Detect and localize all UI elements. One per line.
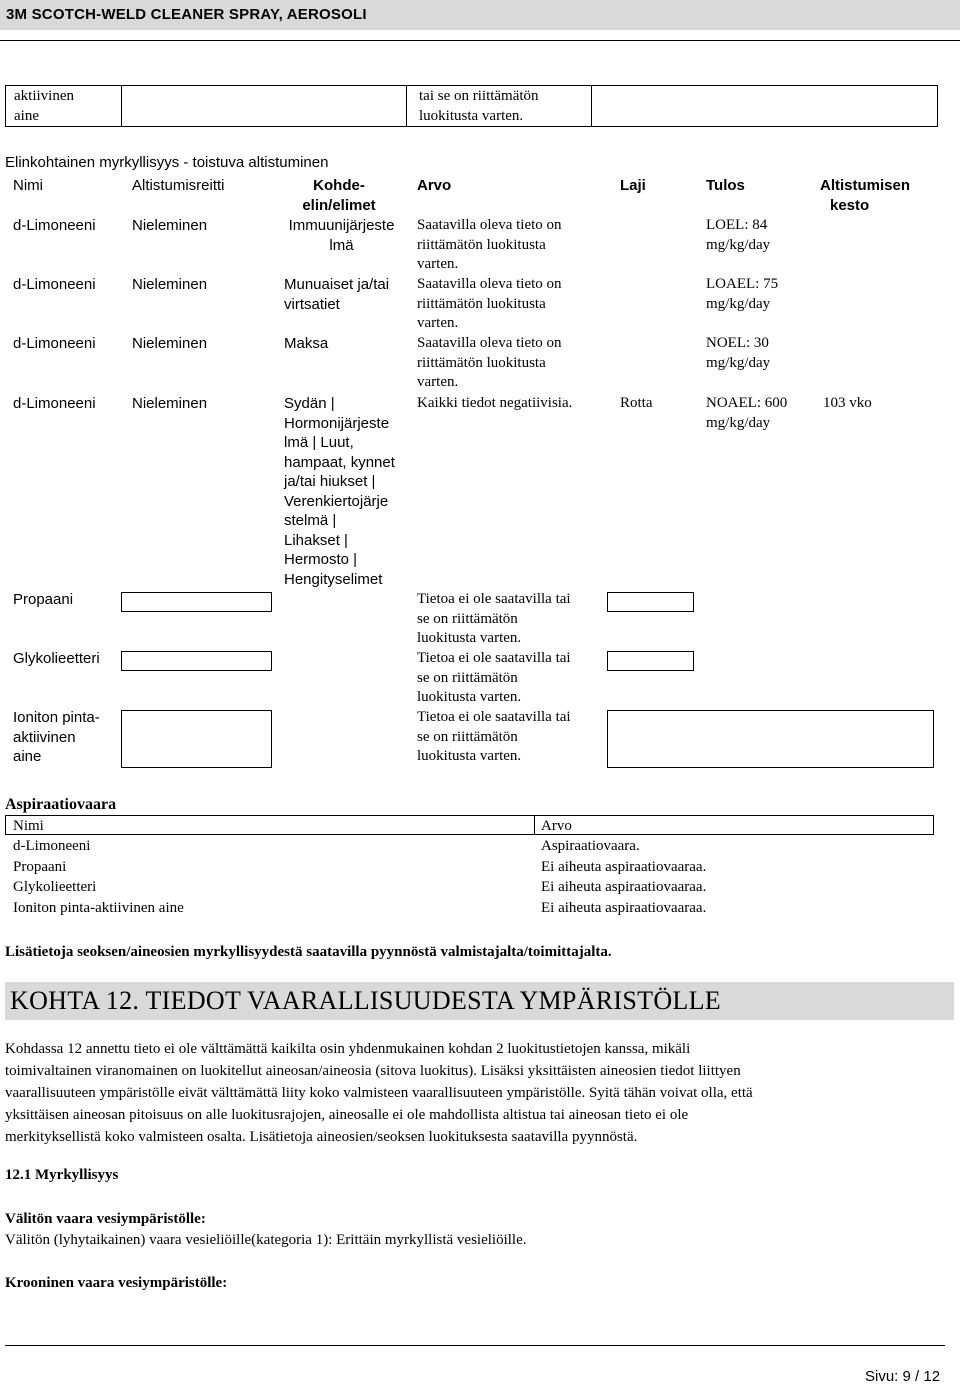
row1-value — [417, 216, 562, 275]
cell-line: virtsatiet — [284, 295, 340, 313]
empty-cell-box — [607, 651, 694, 671]
column-divider — [534, 816, 535, 834]
cell-line: Immuunijärjeste — [288, 217, 395, 234]
column-header-route: Altistumisreitti — [132, 177, 225, 194]
row5-value — [417, 590, 571, 649]
column-header-result: Tulos — [706, 177, 745, 194]
row3-value — [417, 334, 562, 393]
cell-line: varten. — [417, 256, 459, 272]
cell-line: Saatavilla oleva tieto on — [417, 276, 562, 292]
aspiration-row-name: d-Limoneeni — [13, 838, 91, 854]
row4-organ — [284, 394, 395, 589]
row3-organ: Maksa — [284, 335, 329, 352]
aspiration-row-name: Ioniton pinta-aktiivinen aine — [13, 900, 184, 916]
cell-line: mg/kg/day — [706, 414, 771, 431]
header-line: elin/elimet — [302, 196, 376, 214]
cell-line: aine — [13, 748, 42, 765]
row2-name: d-Limoneeni — [13, 276, 96, 293]
empty-cell-box — [121, 592, 272, 612]
cell-line: se on riittämätön — [417, 610, 518, 627]
footer-divider — [5, 1345, 945, 1346]
row4-route: Nieleminen — [132, 395, 208, 412]
row1-route: Nieleminen — [132, 217, 208, 234]
acute-hazard-title: Välitön vaara vesiympäristölle: — [5, 1211, 206, 1227]
cell-line: Hormonijärjeste — [284, 414, 390, 432]
row2-value — [417, 275, 562, 334]
row4-duration: 103 vko — [823, 395, 872, 411]
toxicity-note: Lisätietoja seoksen/aineosien myrkyllisyydestä saatavilla pyynnöstä valmistajalta/toimittajalta. — [5, 944, 612, 960]
continued-value-cell — [407, 86, 592, 126]
cell-line: aktiivinen — [14, 88, 74, 104]
row6-name: Glykolieetteri — [13, 650, 100, 667]
cell-line: Hengityselimet — [284, 570, 383, 588]
aspiration-header-value: Arvo — [541, 818, 572, 834]
acute-hazard-text: Välitön (lyhytaikainen) vaara vesieliöille(kategoria 1): Erittäin myrkyllistä vesieliöille. — [5, 1232, 527, 1248]
cell-line: lmä | Luut, — [284, 434, 354, 451]
cell-line: LOEL: 84 — [706, 217, 768, 233]
cell-line: varten. — [417, 315, 459, 331]
cell-line: Lihakset | — [284, 531, 348, 549]
header-line: Altistumisen — [820, 177, 911, 194]
cell-line: luokitusta varten. — [417, 689, 522, 705]
aspiration-row-value: Ei aiheuta aspiraatiovaaraa. — [541, 900, 707, 916]
cell-line: Tietoa ei ole saatavilla tai — [417, 591, 571, 607]
row1-organ — [284, 216, 399, 255]
continued-name-cell — [6, 86, 122, 126]
cell-line: NOEL: 30 — [706, 335, 769, 351]
row5-name: Propaani — [13, 591, 74, 608]
cell-line: lmä — [329, 236, 354, 254]
paragraph-line: toimivaltainen viranomainen on luokitellut aineosan/aineosia (sitova luokitus). Lisäksi yksittäisten aineosien tiedot liittyen — [5, 1063, 741, 1079]
cell-line: se on riittämätön — [417, 669, 518, 686]
row1-result — [706, 216, 770, 255]
aspiration-row-value: Ei aiheuta aspiraatiovaaraa. — [541, 879, 707, 895]
cell-line: Hermosto | — [284, 551, 358, 568]
cell-line: riittämätön luokitusta — [417, 354, 546, 371]
page-number: Sivu: 9 / 12 — [865, 1368, 941, 1385]
row4-result — [706, 394, 787, 433]
continued-table-row — [5, 85, 938, 127]
paragraph-line: Kohdassa 12 annettu tieto ei ole välttämättä kaikilta osin yhdenmukainen kohdan 2 luokitustietojen kanssa, mikäli — [5, 1041, 691, 1057]
aspiration-row-value: Ei aiheuta aspiraatiovaaraa. — [541, 859, 707, 875]
header-line: Kohde- — [313, 177, 365, 194]
paragraph-line: yksittäisen aineosan pitoisuus on alle luokitusrajojen, aineosalle ei ole mahdollista altistua tai aineosan tieto ei ole — [5, 1107, 689, 1123]
cell-line: Munuaiset ja/tai — [284, 276, 390, 293]
section-paragraph — [5, 1038, 950, 1148]
cell-line: luokitusta varten. — [417, 748, 522, 764]
row4-species: Rotta — [620, 395, 653, 411]
column-header-species: Laji — [620, 177, 646, 194]
aspiration-row-name: Propaani — [13, 859, 67, 875]
column-header-duration — [820, 176, 910, 215]
row3-name: d-Limoneeni — [13, 335, 96, 352]
aspiration-row-name: Glykolieetteri — [13, 879, 97, 895]
empty-cell-box — [121, 710, 272, 768]
row3-result — [706, 334, 770, 373]
empty-cell-box — [607, 592, 694, 612]
row2-route: Nieleminen — [132, 276, 208, 293]
row3-route: Nieleminen — [132, 335, 208, 352]
cell-line: riittämätön luokitusta — [417, 236, 546, 253]
cell-line: aine — [14, 107, 39, 124]
cell-line: riittämätön luokitusta — [417, 295, 546, 312]
empty-cell-box — [121, 651, 272, 671]
header-divider — [0, 40, 960, 41]
cell-line: luokitusta varten. — [417, 630, 522, 646]
cell-line: Tietoa ei ole saatavilla tai — [417, 650, 571, 666]
row1-name: d-Limoneeni — [13, 217, 96, 234]
chronic-hazard-title: Krooninen vaara vesiympäristölle: — [5, 1275, 228, 1291]
cell-line: mg/kg/day — [706, 354, 771, 371]
column-header-organ — [284, 176, 394, 215]
cell-line: Saatavilla oleva tieto on — [417, 217, 562, 233]
cell-line: mg/kg/day — [706, 295, 771, 312]
aspiration-title: Aspiraatiovaara — [5, 796, 117, 813]
row6-value — [417, 649, 571, 708]
cell-line: ja/tai hiukset | — [284, 473, 376, 490]
row2-organ — [284, 275, 389, 314]
cell-line: Saatavilla oleva tieto on — [417, 335, 562, 351]
column-header-name: Nimi — [13, 177, 43, 194]
cell-line: Tietoa ei ole saatavilla tai — [417, 709, 571, 725]
cell-line: NOAEL: 600 — [706, 395, 788, 411]
cell-line: mg/kg/day — [706, 236, 771, 253]
aspiration-header-row — [5, 815, 934, 835]
continued-empty-cell — [122, 86, 407, 126]
header-line: kesto — [830, 196, 870, 214]
cell-line: Verenkiertojärje — [284, 492, 389, 510]
cell-line: LOAEL: 75 — [706, 276, 779, 292]
cell-line: hampaat, kynnet — [284, 453, 395, 471]
row2-result — [706, 275, 778, 314]
row7-name — [13, 708, 100, 767]
row4-value: Kaikki tiedot negatiivisia. — [417, 395, 573, 411]
subsection-title: 12.1 Myrkyllisyys — [5, 1167, 119, 1183]
cell-line: stelmä | — [284, 512, 337, 529]
table-title: Elinkohtainen myrkyllisyys - toistuva altistuminen — [5, 154, 329, 171]
cell-line: Sydän | — [284, 395, 335, 412]
row7-value — [417, 708, 571, 767]
document-title: 3M SCOTCH-WELD CLEANER SPRAY, AEROSOLI — [6, 6, 367, 23]
row4-name: d-Limoneeni — [13, 395, 96, 412]
cell-line: se on riittämätön — [417, 728, 518, 745]
column-header-value: Arvo — [417, 177, 452, 194]
paragraph-line: vaarallisuuteen ympäristölle eivät välttämättä liity koko valmisteen vaarallisuuteen ympäristölle. Syitä tähän voivat olla, että — [5, 1085, 753, 1101]
section-heading: KOHTA 12. TIEDOT VAARALLISUUDESTA YMPÄRISTÖLLE — [10, 986, 721, 1015]
aspiration-header-name: Nimi — [13, 818, 44, 834]
paragraph-line: merkityksellistä koko valmisteen osalta. Lisätietoja aineosien/seoksen luokituksesta saatavilla pyynnöstä. — [5, 1129, 638, 1145]
cell-line: varten. — [417, 374, 459, 390]
cell-line: tai se on riittämätön — [419, 88, 539, 104]
cell-line: Ioniton pinta- — [13, 709, 100, 726]
empty-cell-box — [607, 710, 934, 768]
aspiration-row-value: Aspiraatiovaara. — [541, 838, 640, 854]
cell-line: aktiivinen — [13, 728, 76, 746]
cell-line: luokitusta varten. — [419, 107, 524, 124]
